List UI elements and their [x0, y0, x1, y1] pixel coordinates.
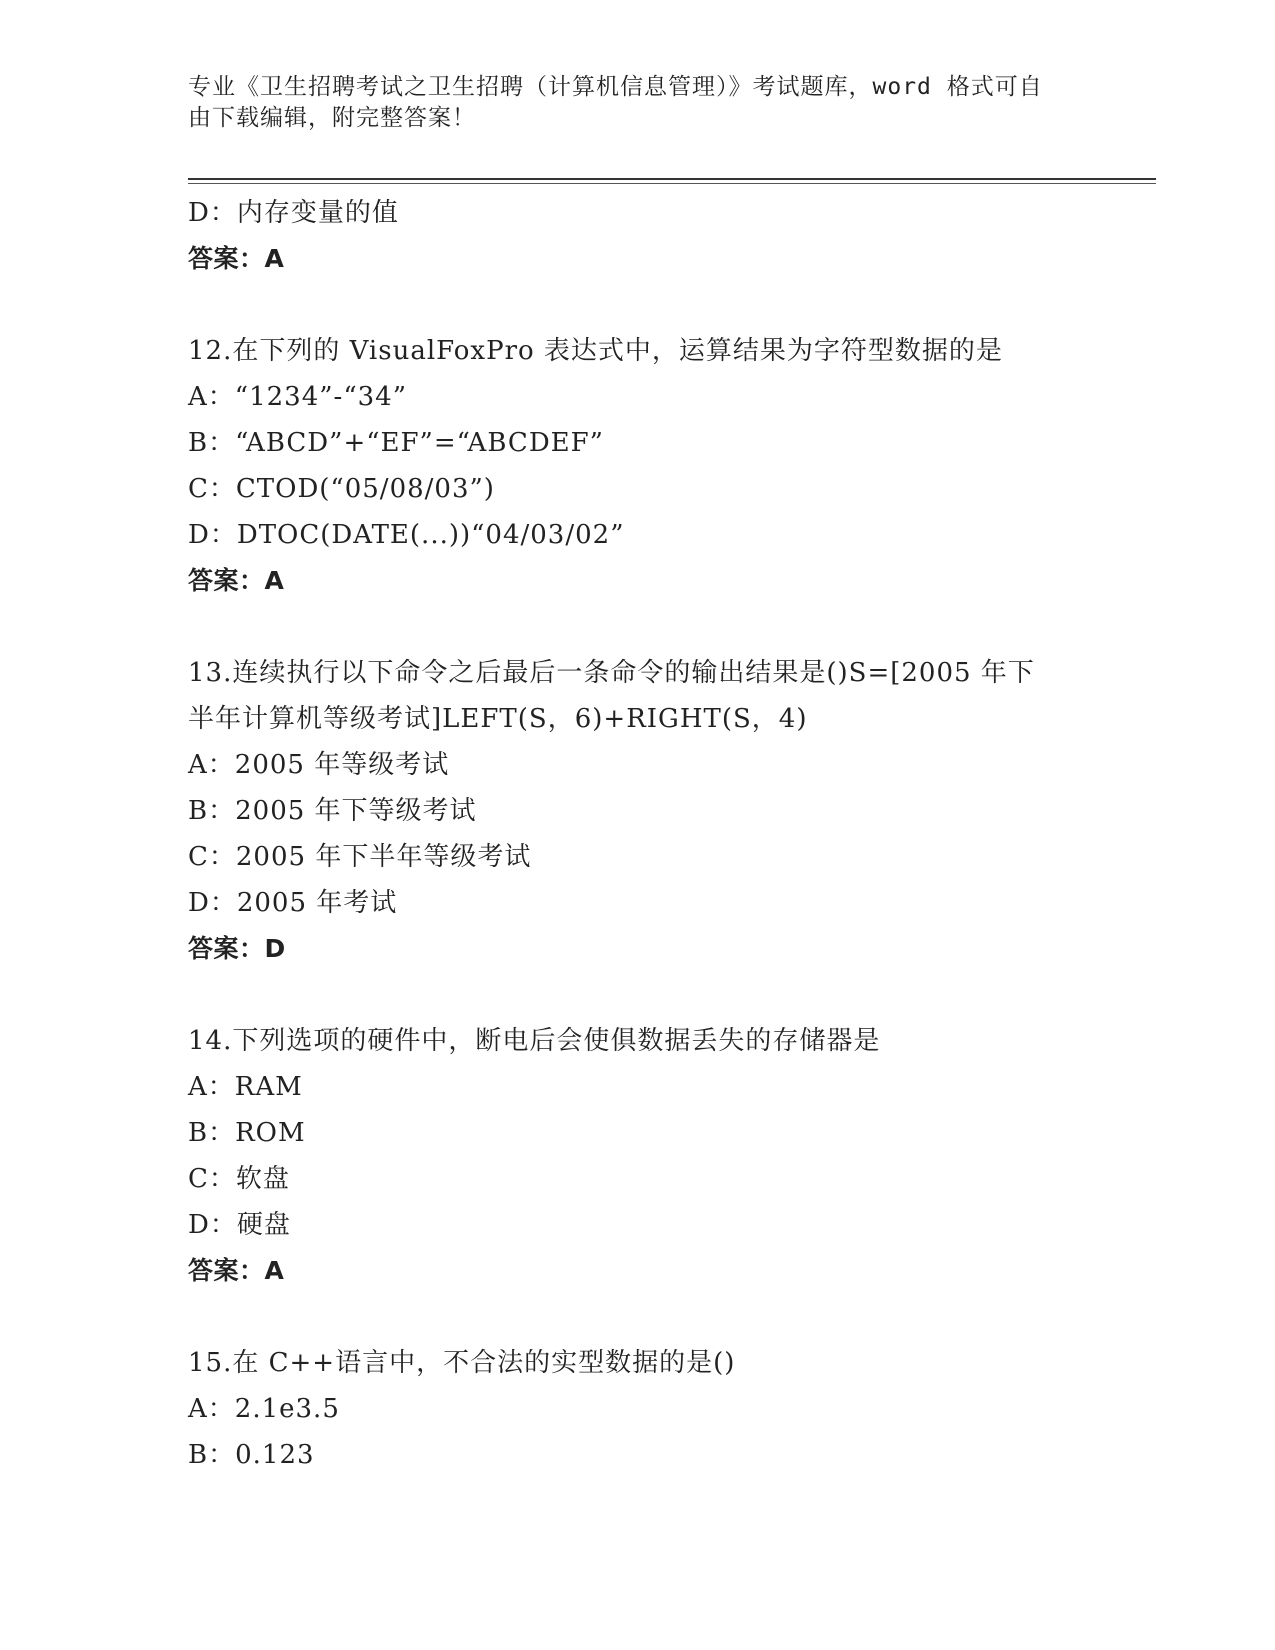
option-d: D：2005 年考试	[188, 888, 398, 918]
option-b: B：0.123	[188, 1440, 315, 1470]
question-13	[188, 650, 1156, 972]
question-stem: 14.下列选项的硬件中，断电后会使俱数据丢失的存储器是	[188, 1026, 881, 1056]
document-header	[188, 72, 1068, 134]
option-d: D：DTOC(DATE(...))“04/03/02”	[188, 520, 625, 550]
spacer	[188, 282, 1156, 328]
question-stem: 13.连续执行以下命令之后最后一条命令的输出结果是()S=[2005 年下	[188, 658, 1035, 688]
question-stem-continued: 半年计算机等级考试]LEFT(S，6)+RIGHT(S，4)	[188, 704, 808, 734]
option-b: B：ROM	[188, 1118, 306, 1148]
option-c: C：软盘	[188, 1164, 290, 1194]
question-15	[188, 1340, 1156, 1478]
option-d: D：硬盘	[188, 1210, 291, 1240]
question-12	[188, 328, 1156, 604]
answer: 答案：D	[188, 934, 286, 963]
question-11-answer: 答案：A	[188, 244, 285, 273]
question-stem: 15.在 C++语言中，不合法的实型数据的是()	[188, 1348, 736, 1378]
spacer	[188, 972, 1156, 1018]
option-a: A：2005 年等级考试	[188, 750, 450, 780]
spacer	[188, 604, 1156, 650]
question-14	[188, 1018, 1156, 1294]
question-11-option-d: D：内存变量的值	[188, 198, 399, 228]
document-body	[188, 190, 1156, 1478]
option-a: A：“1234”-“34”	[188, 382, 407, 412]
option-b: B：“ABCD”+“EF”=“ABCDEF”	[188, 428, 604, 458]
answer: 答案：A	[188, 566, 285, 595]
option-a: A：RAM	[188, 1072, 303, 1102]
header-line-1: 专业《卫生招聘考试之卫生招聘（计算机信息管理）》考试题库，word 格式可自	[188, 74, 1043, 100]
option-a: A：2.1e3.5	[188, 1394, 340, 1424]
option-c: C：2005 年下半年等级考试	[188, 842, 532, 872]
header-divider-thin	[188, 183, 1156, 184]
option-b: B：2005 年下等级考试	[188, 796, 477, 826]
option-c: C：CTOD(“05/08/03”)	[188, 474, 495, 504]
answer: 答案：A	[188, 1256, 285, 1285]
header-line-2: 由下载编辑，附完整答案！	[188, 105, 476, 131]
spacer	[188, 1294, 1156, 1340]
header-divider-thick	[188, 178, 1156, 180]
question-stem: 12.在下列的 VisualFoxPro 表达式中，运算结果为字符型数据的是	[188, 336, 1003, 366]
